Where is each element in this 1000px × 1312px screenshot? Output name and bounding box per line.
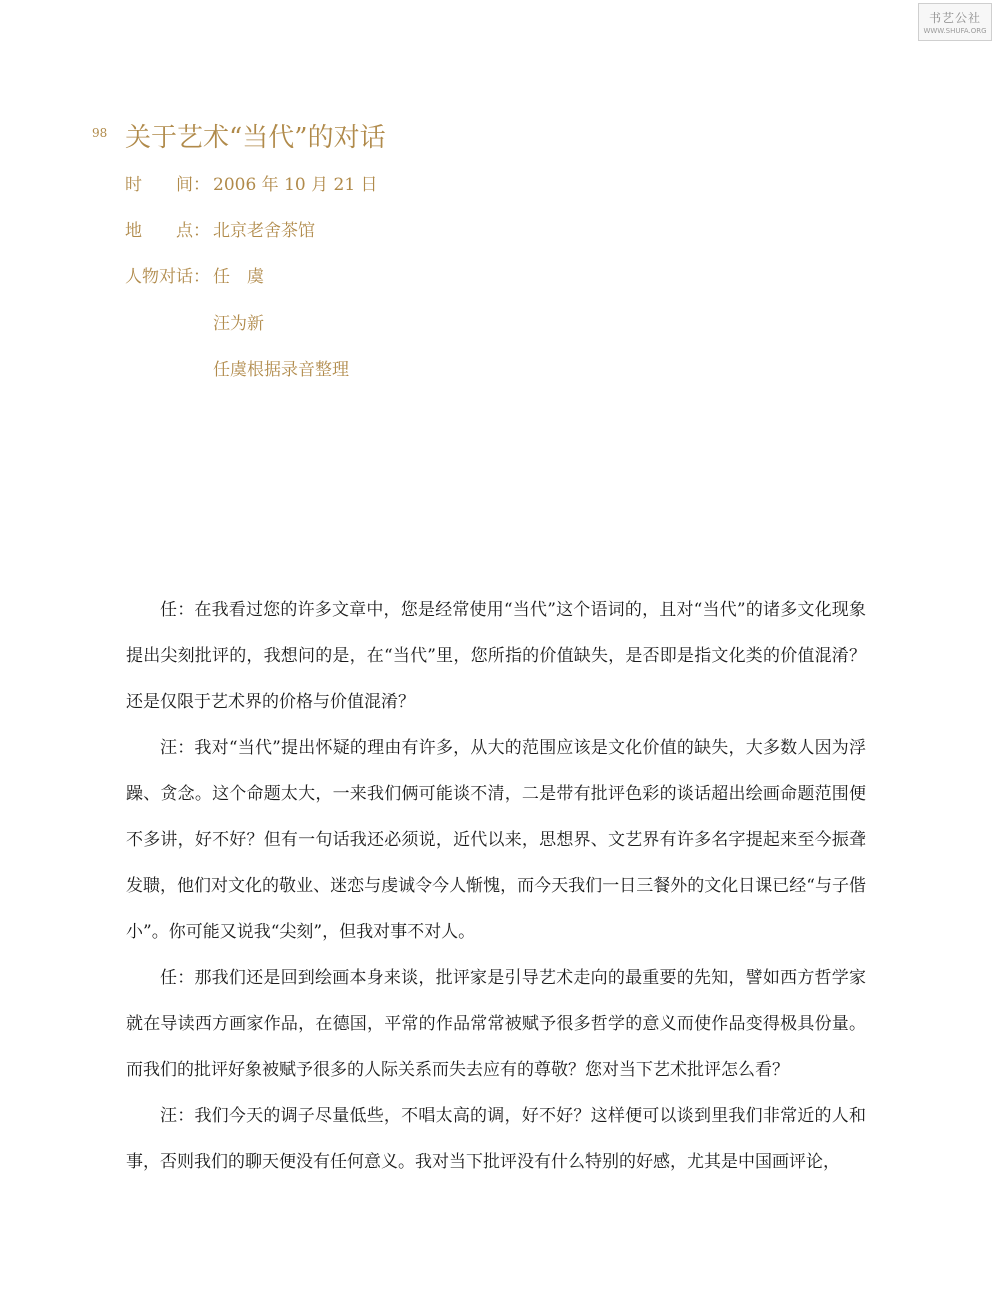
meta-note: 任虞根据录音整理 (213, 360, 349, 380)
paragraph: 任：在我看过您的许多文章中，您是经常使用“当代”这个语词的，且对“当代”的诸多文化现象提出尖刻批评的，我想问的是，在“当代”里，您所指的价值缺失，是否即是指文化类的价值混淆？还是仅限于艺术界的价格与价值混淆？ (126, 600, 866, 712)
meta-person-2: 汪为新 (213, 314, 264, 334)
page-number: 98 (92, 126, 108, 140)
paragraph: 汪：我们今天的调子尽量低些，不唱太高的调，好不好？这样便可以谈到里我们非常近的人和事，否则我们的聊天便没有任何意义。我对当下批评没有什么特别的好感，尤其是中国画评论， (126, 1106, 866, 1172)
article-body (126, 587, 866, 1185)
watermark-logo (918, 3, 992, 41)
meta-place-value: 北京老舍茶馆 (213, 221, 315, 241)
meta-persons (125, 265, 264, 289)
page-title: 关于艺术“当代”的对话 (125, 123, 386, 153)
meta-person-1: 任 虞 (213, 267, 264, 287)
paragraph: 汪：我对“当代”提出怀疑的理由有许多，从大的范围应该是文化价值的缺失，大多数人因为浮躁、贪念。这个命题太大，一来我们俩可能谈不清，二是带有批评色彩的谈话超出绘画命题范围便不多讲，好不好？但有一句话我还必须说，近代以来，思想界、文艺界有许多名字提起来至今振聋发聩，他们对文化的敬业、迷恋与虔诚令今人惭愧，而今天我们一日三餐外的文化日课已经“与子偕小”。你可能又说我“尖刻”，但我对事不对人。 (126, 738, 866, 942)
watermark-url: WWW.SHUFA.ORG (923, 27, 987, 35)
meta-time-value: 2006 年 10 月 21 日 (213, 175, 378, 195)
watermark-text: 书艺公社 (928, 11, 981, 25)
meta-time-label: 时 间： (125, 175, 210, 195)
paragraph: 任：那我们还是回到绘画本身来谈，批评家是引导艺术走向的最重要的先知，譬如西方哲学家就在导读西方画家作品，在德国，平常的作品常常被赋予很多哲学的意义而使作品变得极具份量。而我们的批评好象被赋予很多的人际关系而失去应有的尊敬？您对当下艺术批评怎么看？ (126, 968, 866, 1080)
meta-time (125, 173, 378, 197)
meta-place-label: 地 点： (125, 221, 210, 241)
meta-place (125, 219, 315, 243)
meta-persons-label: 人物对话： (125, 267, 210, 287)
